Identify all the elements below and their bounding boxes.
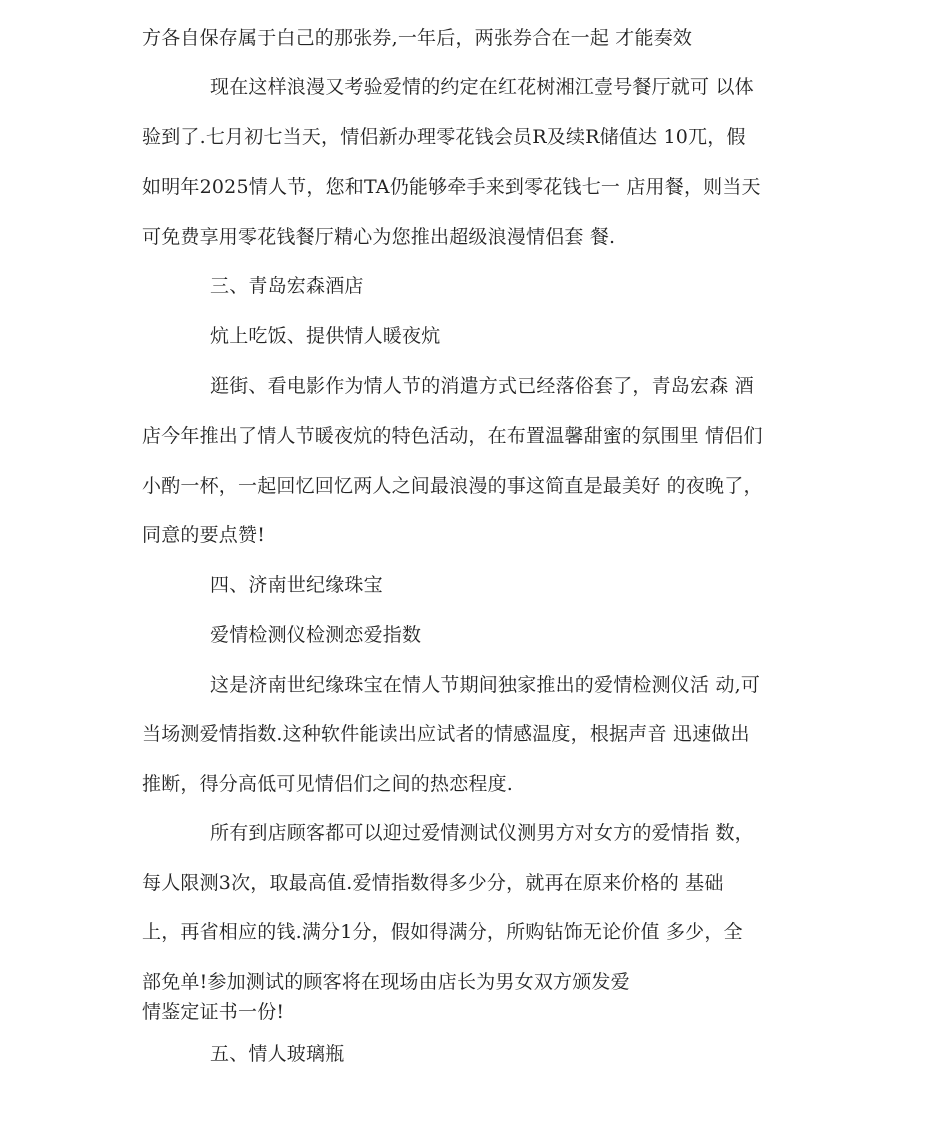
paragraph-line: 推断，得分高低可见情侣们之间的热恋程度. (142, 773, 514, 795)
paragraph-line: 如明年2025情人节，您和TA仍能够牵手来到零花钱七一 店用餐，则当天 (142, 176, 761, 198)
section-subheading: 炕上吃饭、提供情人暖夜炕 (210, 325, 441, 347)
paragraph-line: 每人限测3次，取最高值.爱情指数得多少分，就再在原来价格的 基础 (142, 872, 724, 894)
paragraph-line: 逛街、看电影作为情人节的消遣方式已经落俗套了，青岛宏森 酒 (210, 375, 754, 397)
section-heading: 五、情人玻璃瓶 (210, 1043, 345, 1065)
paragraph-line: 方各自保存属于白己的那张券,一年后，两张券合在一起 才能奏效 (142, 27, 693, 49)
paragraph-line: 上，再省相应的钱.满分1分，假如得满分，所购钻饰无论价值 多少，全 (142, 921, 743, 943)
section-subheading: 爱情检测仪检测恋爱指数 (210, 624, 422, 646)
paragraph-line: 情鉴定证书一份! (142, 1001, 285, 1023)
paragraph-line: 当场测爱情指数.这种软件能读出应试者的情感温度，根据声音 迅速做出 (142, 723, 750, 745)
paragraph-line: 可免费享用零花钱餐厅精心为您推出超级浪漫情侣套 餐. (142, 226, 616, 248)
paragraph-line: 所有到店顾客都可以迎过爱情测试仪测男方对女方的爱情指 数， (210, 822, 754, 844)
paragraph-line: 部免单!参加测试的顾客将在现场由店长为男女双方颁发爱 (142, 971, 630, 993)
paragraph-line: 同意的要点赞! (142, 524, 266, 546)
paragraph-line: 店今年推出了情人节暖夜炕的特色活动，在布置温馨甜蜜的氛围里 情侣们 (142, 425, 763, 447)
paragraph-line: 验到了.七月初七当天，情侣新办理零花钱会员R及续R储值达 10兀，假 (142, 126, 746, 148)
paragraph-line: 小酌一杯，一起回忆回忆两人之间最浪漫的事这简直是最美好 的夜晚了， (142, 475, 763, 497)
paragraph-line: 这是济南世纪缘珠宝在情人节期间独家推出的爱情检测仪活 动,可 (210, 674, 761, 696)
section-heading: 三、青岛宏森酒店 (210, 275, 364, 297)
paragraph-line: 现在这样浪漫又考验爱情的约定在红花树湘江壹号餐厅就可 以体 (210, 76, 754, 98)
section-heading: 四、济南世纪缘珠宝 (210, 574, 383, 596)
